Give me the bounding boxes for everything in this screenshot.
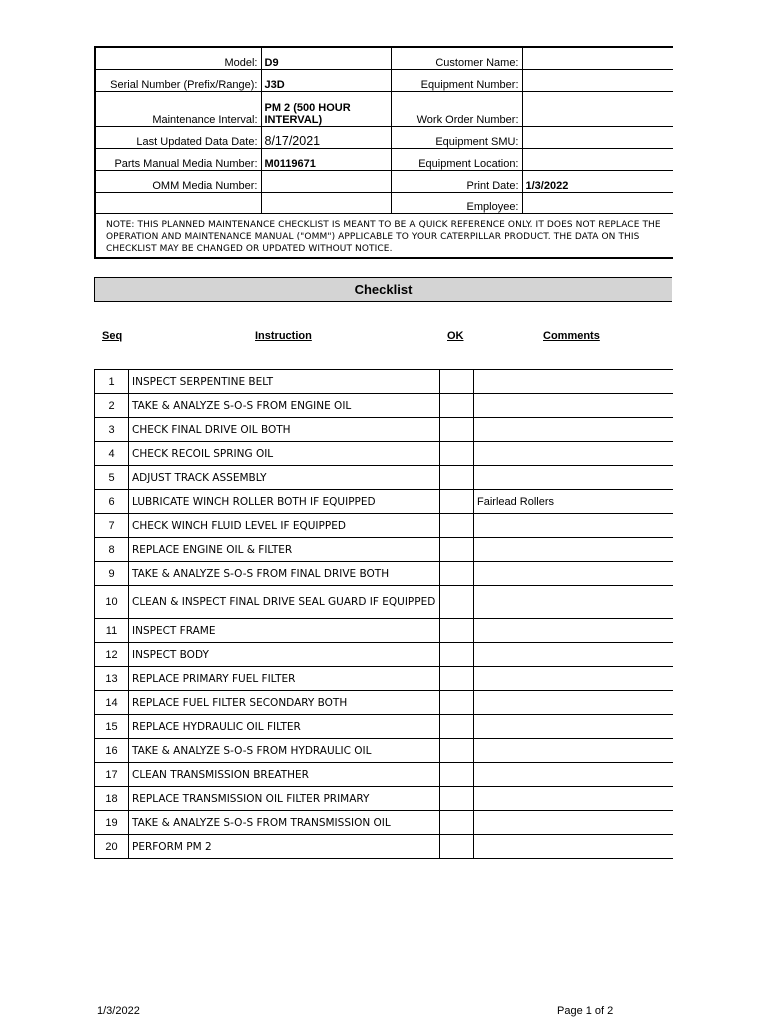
comment-cell[interactable] — [474, 691, 673, 715]
parts-manual-label: Parts Manual Media Number: — [95, 149, 261, 171]
instruction-text: INSPECT FRAME — [129, 619, 440, 643]
work-order-number-field[interactable] — [522, 92, 673, 127]
comment-cell[interactable] — [474, 514, 673, 538]
ok-checkbox-cell[interactable] — [440, 619, 474, 643]
ok-checkbox-cell[interactable] — [440, 562, 474, 586]
instruction-text: ADJUST TRACK ASSEMBLY — [129, 466, 440, 490]
info-row-parts — [95, 149, 673, 171]
ok-checkbox-cell[interactable] — [440, 490, 474, 514]
ok-checkbox-cell[interactable] — [440, 418, 474, 442]
checklist-row — [95, 514, 673, 538]
ok-checkbox-cell[interactable] — [440, 739, 474, 763]
serial-number-value[interactable]: J3D — [261, 70, 391, 92]
comment-cell[interactable] — [474, 538, 673, 562]
print-date-label: Print Date: — [391, 171, 522, 193]
ok-checkbox-cell[interactable] — [440, 538, 474, 562]
seq-number: 18 — [95, 787, 129, 811]
customer-name-field[interactable] — [522, 47, 673, 70]
model-value[interactable]: D9 — [261, 47, 391, 70]
employee-field[interactable] — [522, 193, 673, 214]
seq-number: 17 — [95, 763, 129, 787]
checklist-row — [95, 370, 673, 394]
checklist-row — [95, 418, 673, 442]
instruction-text: PERFORM PM 2 — [129, 835, 440, 859]
instruction-text: TAKE & ANALYZE S-O-S FROM FINAL DRIVE BOTH — [129, 562, 440, 586]
comment-cell[interactable] — [474, 643, 673, 667]
checklist-table — [94, 369, 673, 859]
comment-cell[interactable] — [474, 739, 673, 763]
instruction-column-header: Instruction — [255, 330, 312, 342]
instruction-text: REPLACE FUEL FILTER SECONDARY BOTH — [129, 691, 440, 715]
comment-cell[interactable] — [474, 562, 673, 586]
checklist-row — [95, 538, 673, 562]
checklist-row — [95, 466, 673, 490]
comment-cell[interactable] — [474, 787, 673, 811]
equipment-number-field[interactable] — [522, 70, 673, 92]
blank-label — [95, 193, 261, 214]
info-row-note — [95, 214, 673, 259]
seq-number: 5 — [95, 466, 129, 490]
seq-number: 10 — [95, 586, 129, 619]
instruction-text: CLEAN TRANSMISSION BREATHER — [129, 763, 440, 787]
maintenance-interval-value[interactable]: PM 2 (500 HOUR INTERVAL) — [261, 92, 391, 127]
seq-number: 11 — [95, 619, 129, 643]
seq-number: 8 — [95, 538, 129, 562]
maintenance-interval-label: Maintenance Interval: — [95, 92, 261, 127]
ok-checkbox-cell[interactable] — [440, 442, 474, 466]
instruction-text: TAKE & ANALYZE S-O-S FROM ENGINE OIL — [129, 394, 440, 418]
seq-number: 16 — [95, 739, 129, 763]
seq-number: 3 — [95, 418, 129, 442]
comment-cell[interactable] — [474, 586, 673, 619]
equipment-location-label: Equipment Location: — [391, 149, 522, 171]
comment-cell[interactable]: Fairlead Rollers — [474, 490, 673, 514]
last-updated-value[interactable]: 8/17/2021 — [261, 127, 391, 149]
seq-number: 12 — [95, 643, 129, 667]
ok-checkbox-cell[interactable] — [440, 835, 474, 859]
checklist-row — [95, 490, 673, 514]
ok-checkbox-cell[interactable] — [440, 466, 474, 490]
instruction-text: REPLACE ENGINE OIL & FILTER — [129, 538, 440, 562]
seq-number: 13 — [95, 667, 129, 691]
equipment-location-field[interactable] — [522, 149, 673, 171]
footer-date: 1/3/2022 — [97, 1005, 140, 1017]
checklist-row — [95, 562, 673, 586]
instruction-text: CHECK FINAL DRIVE OIL BOTH — [129, 418, 440, 442]
checklist-row — [95, 394, 673, 418]
model-label: Model: — [95, 47, 261, 70]
comment-cell[interactable] — [474, 442, 673, 466]
instruction-text: CLEAN & INSPECT FINAL DRIVE SEAL GUARD IF EQUIPPED — [129, 586, 440, 619]
omm-media-value[interactable] — [261, 171, 391, 193]
info-row-model — [95, 47, 673, 70]
info-row-serial — [95, 70, 673, 92]
disclaimer-note: NOTE: THIS PLANNED MAINTENANCE CHECKLIST IS MEANT TO BE A QUICK REFERENCE ONLY. IT DOES NOT REPLACE THE OPERATION AND MAINTENANCE MANUAL ("OMM") APPLICABLE TO YOUR CATERPILLAR PRODUCT. THE DATA ON THIS CHECKLIST MAY BE CHANGED OR UPDATED WITHOUT NOTICE. — [95, 214, 673, 259]
ok-checkbox-cell[interactable] — [440, 643, 474, 667]
instruction-text: LUBRICATE WINCH ROLLER BOTH IF EQUIPPED — [129, 490, 440, 514]
seq-number: 2 — [95, 394, 129, 418]
seq-number: 20 — [95, 835, 129, 859]
seq-number: 7 — [95, 514, 129, 538]
comment-cell[interactable] — [474, 370, 673, 394]
comment-cell[interactable] — [474, 418, 673, 442]
checklist-row — [95, 739, 673, 763]
instruction-text: INSPECT BODY — [129, 643, 440, 667]
instruction-text: TAKE & ANALYZE S-O-S FROM HYDRAULIC OIL — [129, 739, 440, 763]
comment-cell[interactable] — [474, 811, 673, 835]
ok-checkbox-cell[interactable] — [440, 691, 474, 715]
comment-cell[interactable] — [474, 394, 673, 418]
blank-value — [261, 193, 391, 214]
comment-cell[interactable] — [474, 619, 673, 643]
checklist-row — [95, 763, 673, 787]
checklist-row — [95, 619, 673, 643]
equipment-info-table — [94, 46, 673, 259]
equipment-smu-field[interactable] — [522, 127, 673, 149]
info-row-omm — [95, 171, 673, 193]
ok-checkbox-cell[interactable] — [440, 715, 474, 739]
info-row-updated — [95, 127, 673, 149]
seq-number: 19 — [95, 811, 129, 835]
instruction-text: CHECK WINCH FLUID LEVEL IF EQUIPPED — [129, 514, 440, 538]
comment-cell[interactable] — [474, 715, 673, 739]
equipment-smu-label: Equipment SMU: — [391, 127, 522, 149]
instruction-text: REPLACE PRIMARY FUEL FILTER — [129, 667, 440, 691]
parts-manual-value[interactable]: M0119671 — [261, 149, 391, 171]
ok-checkbox-cell[interactable] — [440, 667, 474, 691]
seq-number: 1 — [95, 370, 129, 394]
work-order-number-label: Work Order Number: — [391, 92, 522, 127]
seq-number: 4 — [95, 442, 129, 466]
ok-checkbox-cell[interactable] — [440, 787, 474, 811]
customer-name-label: Customer Name: — [391, 47, 522, 70]
instruction-text: CHECK RECOIL SPRING OIL — [129, 442, 440, 466]
instruction-text: TAKE & ANALYZE S-O-S FROM TRANSMISSION OIL — [129, 811, 440, 835]
ok-checkbox-cell[interactable] — [440, 811, 474, 835]
equipment-number-label: Equipment Number: — [391, 70, 522, 92]
checklist-row — [95, 586, 673, 619]
seq-number: 9 — [95, 562, 129, 586]
footer-page-number: Page 1 of 2 — [557, 1005, 614, 1017]
instruction-text: INSPECT SERPENTINE BELT — [129, 370, 440, 394]
comment-cell[interactable] — [474, 466, 673, 490]
omm-media-label: OMM Media Number: — [95, 171, 261, 193]
employee-label: Employee: — [391, 193, 522, 214]
comment-cell[interactable] — [474, 835, 673, 859]
seq-column-header: Seq — [102, 330, 123, 342]
checklist-row — [95, 643, 673, 667]
instruction-text: REPLACE TRANSMISSION OIL FILTER PRIMARY — [129, 787, 440, 811]
info-row-interval — [95, 92, 673, 127]
seq-number: 14 — [95, 691, 129, 715]
checklist-row — [95, 442, 673, 466]
comment-cell[interactable] — [474, 763, 673, 787]
ok-checkbox-cell[interactable] — [440, 394, 474, 418]
checklist-row — [95, 715, 673, 739]
seq-number: 6 — [95, 490, 129, 514]
checklist-row — [95, 835, 673, 859]
ok-checkbox-cell[interactable] — [440, 370, 474, 394]
ok-column-header: OK — [447, 330, 464, 342]
seq-number: 15 — [95, 715, 129, 739]
checklist-row — [95, 667, 673, 691]
checklist-row — [95, 787, 673, 811]
last-updated-label: Last Updated Data Date: — [95, 127, 261, 149]
ok-checkbox-cell[interactable] — [440, 514, 474, 538]
comments-column-header: Comments — [543, 330, 600, 342]
ok-checkbox-cell[interactable] — [440, 586, 474, 619]
ok-checkbox-cell[interactable] — [440, 763, 474, 787]
checklist-row — [95, 811, 673, 835]
instruction-text: REPLACE HYDRAULIC OIL FILTER — [129, 715, 440, 739]
info-row-employee — [95, 193, 673, 214]
comment-cell[interactable] — [474, 667, 673, 691]
serial-number-label: Serial Number (Prefix/Range): — [95, 70, 261, 92]
checklist-row — [95, 691, 673, 715]
print-date-value[interactable]: 1/3/2022 — [522, 171, 673, 193]
checklist-title: Checklist — [94, 277, 672, 302]
